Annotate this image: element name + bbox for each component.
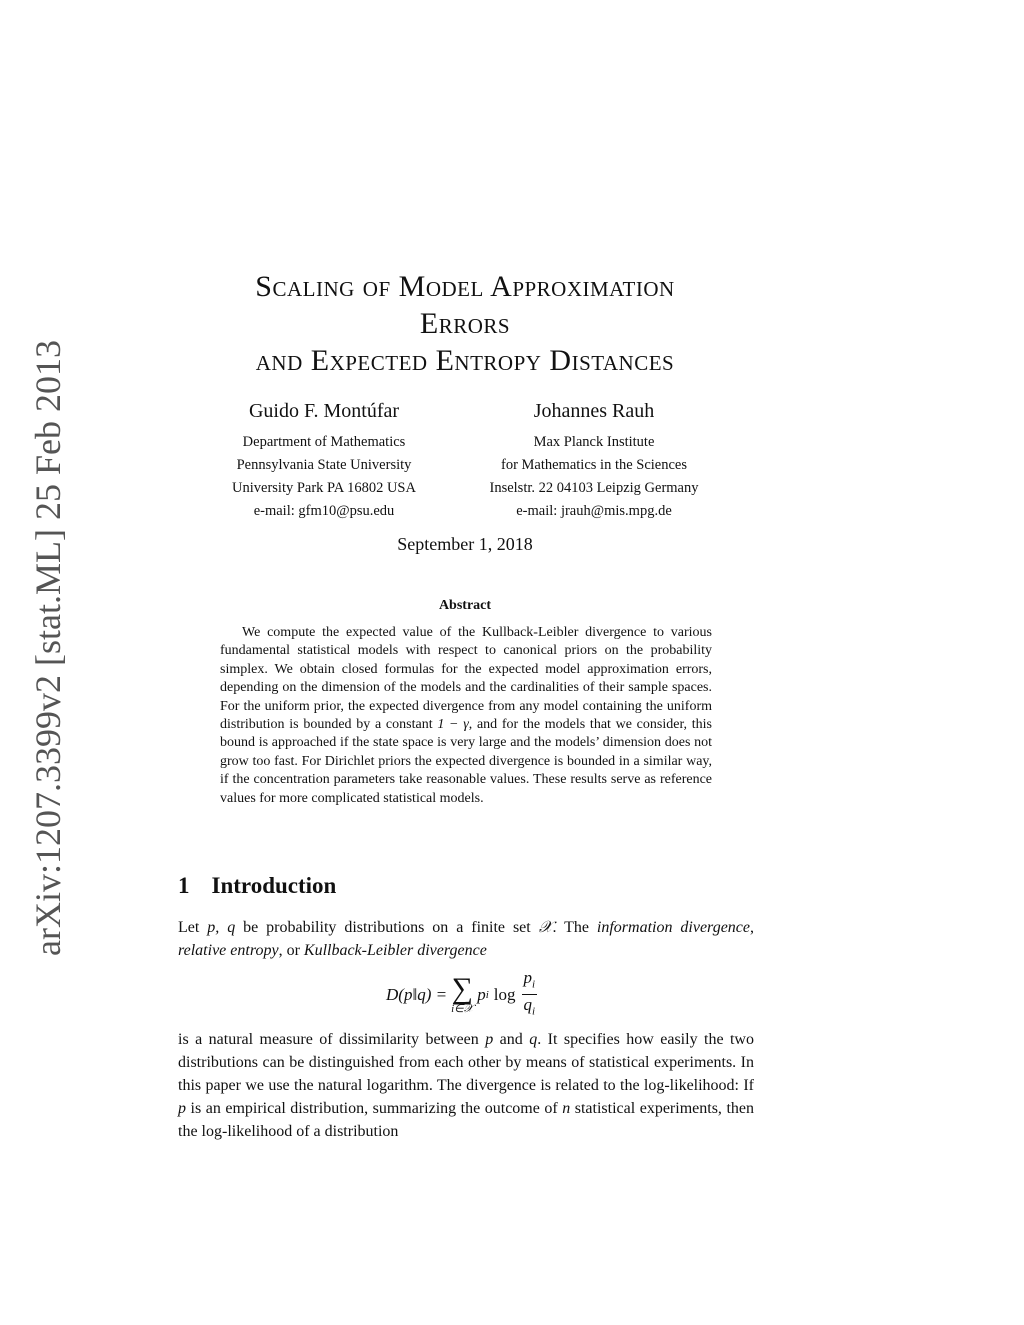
author-affiliation-line: Pennsylvania State University <box>236 457 412 473</box>
author-email: e-mail: jrauh@mis.mpg.de <box>516 503 672 519</box>
math-inline: 𝒳 <box>538 919 553 936</box>
author-affiliation-line: Inselstr. 22 04103 Leipzig Germany <box>489 480 699 496</box>
author-email: e-mail: gfm10@psu.edu <box>253 503 395 519</box>
equation-log: log <box>493 984 516 1004</box>
arxiv-stamp: arXiv:1207.3399v2 [stat.ML] 25 Feb 2013 <box>28 340 68 956</box>
emphasis: Kullback-Leibler divergence <box>303 942 487 959</box>
author-affiliation-line: Department of Mathematics <box>242 434 406 450</box>
text-run: , <box>750 919 754 936</box>
fraction <box>522 968 538 1022</box>
math-constant: 1 − γ <box>437 717 469 733</box>
text-run: Let <box>178 919 208 936</box>
abstract-text: We compute the expected value of the Kullback-Leibler divergence to various fundamental statistical models with respect to canonical priors on the probability simplex. We obtain closed formulas for the expected model approximation errors, depending on the dimension of the models and the cardinalities of their sample spaces. For the uniform prior, the expected divergence from any model containing the uniform distribution is bounded by a constant <box>220 625 712 733</box>
text-run: and <box>493 1031 530 1048</box>
title-line-1: Scaling of Model Approximation <box>255 270 675 303</box>
author-affiliation-line: for Mathematics in the Sciences <box>500 457 688 473</box>
text-run: statistical experiments, then the log-likelihood of a distribution <box>178 1100 754 1140</box>
equation-term: p <box>477 984 486 1004</box>
abstract-text: , and for the models that we consider, this bound is approached if the state space is very large and the models’ dimension does not grow too fast. For Dirichlet priors the expected divergence is bounded in a similar way, if the concentration parameters take reasonable values. These results serve as reference values for more complicated statistical models. <box>220 717 713 806</box>
text-run: . The <box>552 919 597 936</box>
emphasis: information divergence <box>596 919 750 936</box>
text-run: is an empirical distribution, summarizing the outcome of <box>186 1100 563 1117</box>
kl-divergence-equation <box>386 968 537 1022</box>
math-inline: n <box>562 1100 571 1117</box>
text-run: is a natural measure of dissimilarity between <box>178 1031 486 1048</box>
author-block-2 <box>434 400 754 523</box>
title-line-3: and Expected Entropy Distances <box>255 344 675 377</box>
math-inline: p <box>178 1100 186 1117</box>
paper-date: September 1, 2018 <box>397 534 533 554</box>
math-inline: p, q <box>207 919 236 936</box>
intro-paragraph-2 <box>178 1028 754 1143</box>
numerator-subscript: i <box>532 978 536 991</box>
emphasis: relative entropy <box>178 942 279 959</box>
section-heading <box>178 873 336 899</box>
text-run: . It specifies how easily the two distributions can be distinguished from each other by means of statistical experiments. In this paper we use the natural logarithm. The divergence is related to the log-likelihood: If <box>178 1031 754 1094</box>
equation-term-subscript: i <box>485 988 489 1001</box>
section-number: 1 <box>178 873 190 898</box>
author-name: Johannes Rauh <box>533 400 655 422</box>
author-name: Guido F. Montúfar <box>248 400 400 422</box>
abstract-heading: Abstract <box>438 598 492 613</box>
text-run: be probability distributions on a finite set <box>235 919 539 936</box>
denominator-subscript: i <box>532 1005 536 1018</box>
abstract-body <box>220 624 712 808</box>
math-inline: q <box>529 1031 538 1048</box>
author-affiliation-line: University Park PA 16802 USA <box>232 480 416 496</box>
intro-paragraph-1 <box>178 916 754 962</box>
section-title: Introduction <box>211 873 337 898</box>
author-affiliation-line: Max Planck Institute <box>533 434 655 450</box>
text-run: , or <box>278 942 304 959</box>
fraction-denominator <box>524 995 536 1021</box>
paper-title <box>200 268 730 379</box>
equation-lhs: D(p‖q) = <box>386 984 448 1004</box>
math-inline: p <box>485 1031 494 1048</box>
sum-sign: ∑ <box>451 971 473 1005</box>
numerator-var: p <box>523 968 532 987</box>
sum-index: i∈𝒳 <box>451 1002 474 1015</box>
fraction-numerator <box>522 968 538 995</box>
summation <box>451 971 474 1015</box>
denominator-var: q <box>523 995 532 1015</box>
title-line-2: Errors <box>419 307 511 340</box>
